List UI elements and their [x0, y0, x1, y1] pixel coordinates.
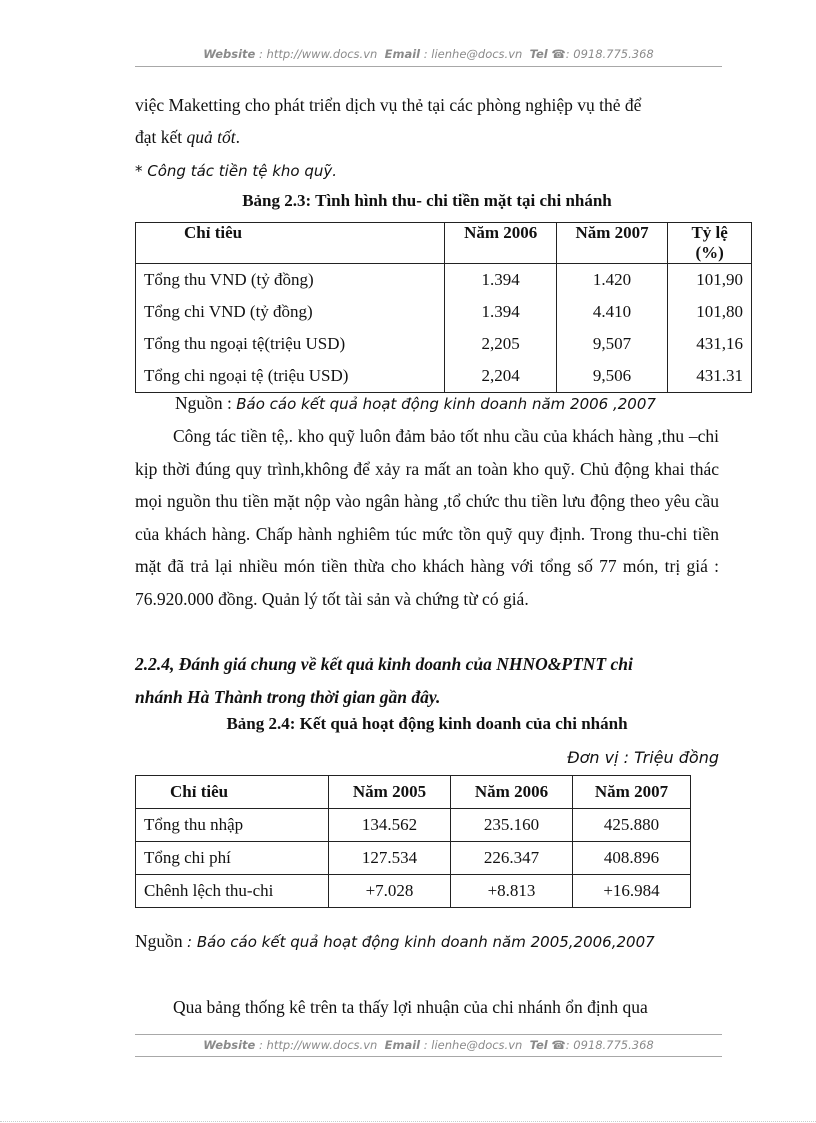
website-url[interactable]: : http://www.docs.vn: [259, 1038, 378, 1052]
website-url[interactable]: : http://www.docs.vn: [259, 47, 378, 61]
table-cell: 235.160: [451, 809, 573, 842]
table-cell: Chênh lệch thu-chi: [136, 875, 329, 908]
paragraph-2: Công tác tiền tệ,. kho quỹ luôn đảm bảo tốt nhu cầu của khách hàng ,thu –chi kịp thời đúng quy trình,không để xảy ra mất an toàn kho quỹ. Chủ động khai thác mọi nguồn thu tiền mặt nộp vào ngân hàng ,tổ chức thu tiền lưu động theo yêu cầu của khách hàng. Chấp hành nghiêm túc mức tồn quỹ quy định. Trong thu-chi tiền mặt đã trả lại nhiều món tiền thừa cho khách hàng với tổng số 77 món, trị giá : 76.920.000 đồng. Quản lý tốt tài sản và chứng từ có giá.: [135, 426, 719, 609]
table-cell: Tổng chi VND (tỷ đồng): [136, 296, 445, 328]
table-cell: 226.347: [451, 842, 573, 875]
table-row: [136, 296, 752, 328]
table1-caption: Bảng 2.3: Tình hình thu- chi tiền mặt tại chi nhánh: [242, 191, 612, 210]
source1-label: Nguồn :: [175, 393, 237, 413]
table-cell: +8.813: [451, 875, 573, 908]
table-cell: 1.420: [556, 264, 667, 297]
phone-icon: ☎: [551, 47, 566, 61]
source-1: [175, 387, 735, 421]
table-cell: 9,507: [556, 328, 667, 360]
table-cell: 431,16: [668, 328, 752, 360]
page-bottom-border: [0, 1121, 816, 1122]
table1-header-cell: Chỉ tiêu: [136, 223, 445, 264]
p1-text-b: quả tốt: [186, 127, 236, 147]
p1-text-c: .: [235, 127, 240, 147]
tel-number: : 0918.775.368: [565, 47, 654, 61]
table-cell: 408.896: [573, 842, 691, 875]
tel-label: Tel: [529, 1038, 548, 1052]
table2-caption: Bảng 2.4: Kết quả hoạt động kinh doanh của chi nhánh: [226, 714, 628, 733]
table1-header-cell: Năm 2006: [445, 223, 556, 264]
sub-heading: [135, 154, 719, 188]
website-label: Website: [203, 1038, 256, 1052]
table-cell: +7.028: [329, 875, 451, 908]
email-label: Email: [384, 1038, 421, 1052]
website-label: Website: [203, 47, 256, 61]
paragraph-1-line-1: việc Maketting cho phát triển dịch vụ thẻ tại các phòng nghiệp vụ thẻ để: [135, 95, 642, 115]
table-cell: 127.534: [329, 842, 451, 875]
sub-heading-text: * Công tác tiền tệ kho quỹ.: [135, 162, 338, 180]
tel-label: Tel: [529, 47, 548, 61]
table1-header-cell: Năm 2007: [556, 223, 667, 264]
table-row: [136, 264, 752, 297]
table1-header-row: [136, 223, 752, 264]
table-row: [136, 328, 752, 360]
table2-header-cell: Năm 2005: [329, 776, 451, 809]
table-cell: 425.880: [573, 809, 691, 842]
section-heading: [135, 648, 719, 713]
page-header: [135, 47, 722, 61]
email-address[interactable]: : lienhe@docs.vn: [423, 1038, 523, 1052]
source1-text: Báo cáo kết quả hoạt động kinh doanh năm 2006 ,2007: [236, 395, 656, 413]
table-cell: 101,90: [668, 264, 752, 297]
table-cell: 1.394: [445, 296, 556, 328]
table-cell: Tổng thu nhập: [136, 809, 329, 842]
page-footer: [135, 1038, 722, 1052]
header-divider: [135, 66, 722, 67]
tel-number: : 0918.775.368: [565, 1038, 654, 1052]
table-row: [136, 842, 691, 875]
section-heading-line-2: nhánh Hà Thành trong thời gian gần đây.: [135, 686, 441, 707]
unit-text: Đơn vị : Triệu đồng: [567, 748, 719, 767]
table2-header-cell: Năm 2007: [573, 776, 691, 809]
footer-divider-bottom: [135, 1056, 722, 1057]
table-cell: +16.984: [573, 875, 691, 908]
footer-divider-top: [135, 1034, 722, 1035]
email-address[interactable]: : lienhe@docs.vn: [423, 47, 523, 61]
table2-header-cell: Năm 2006: [451, 776, 573, 809]
table-cell: 2,205: [445, 328, 556, 360]
source2-text: : Báo cáo kết quả hoạt động kinh doanh năm 2005,2006,2007: [187, 933, 655, 951]
table-2-3: [135, 222, 752, 393]
table-cell: 431.31: [668, 360, 752, 393]
table-cell: 9,506: [556, 360, 667, 393]
table-2-4: [135, 775, 691, 908]
table-cell: 134.562: [329, 809, 451, 842]
source2-label: Nguồn: [135, 931, 188, 951]
phone-icon: ☎: [551, 1038, 566, 1052]
table1-header-cell: Tỷ lệ (%): [668, 223, 752, 264]
table-cell: Tổng thu ngoại tệ(triệu USD): [136, 328, 445, 360]
p1-text-a: đạt kết: [135, 127, 187, 147]
email-label: Email: [384, 47, 421, 61]
table-cell: 2,204: [445, 360, 556, 393]
table-cell: 1.394: [445, 264, 556, 297]
table-cell: Tổng thu VND (tỷ đồng): [136, 264, 445, 297]
source-2: [135, 925, 719, 959]
table2-header-cell: Chỉ tiêu: [136, 776, 329, 809]
table2-header-row: [136, 776, 691, 809]
table-cell: Tổng chi phí: [136, 842, 329, 875]
table-cell: Tổng chi ngoại tệ (triệu USD): [136, 360, 445, 393]
table-cell: 101,80: [668, 296, 752, 328]
table-row: [136, 809, 691, 842]
section-heading-line-1: 2.2.4, Đánh giá chung về kết quả kinh doanh của NHNO&PTNT chi: [135, 654, 633, 674]
paragraph-1-line-2: [135, 121, 719, 154]
unit-label: [135, 741, 719, 775]
table-cell: 4.410: [556, 296, 667, 328]
table-row: [136, 875, 691, 908]
paragraph-3: Qua bảng thống kê trên ta thấy lợi nhuận của chi nhánh ổn định qua: [173, 997, 648, 1017]
